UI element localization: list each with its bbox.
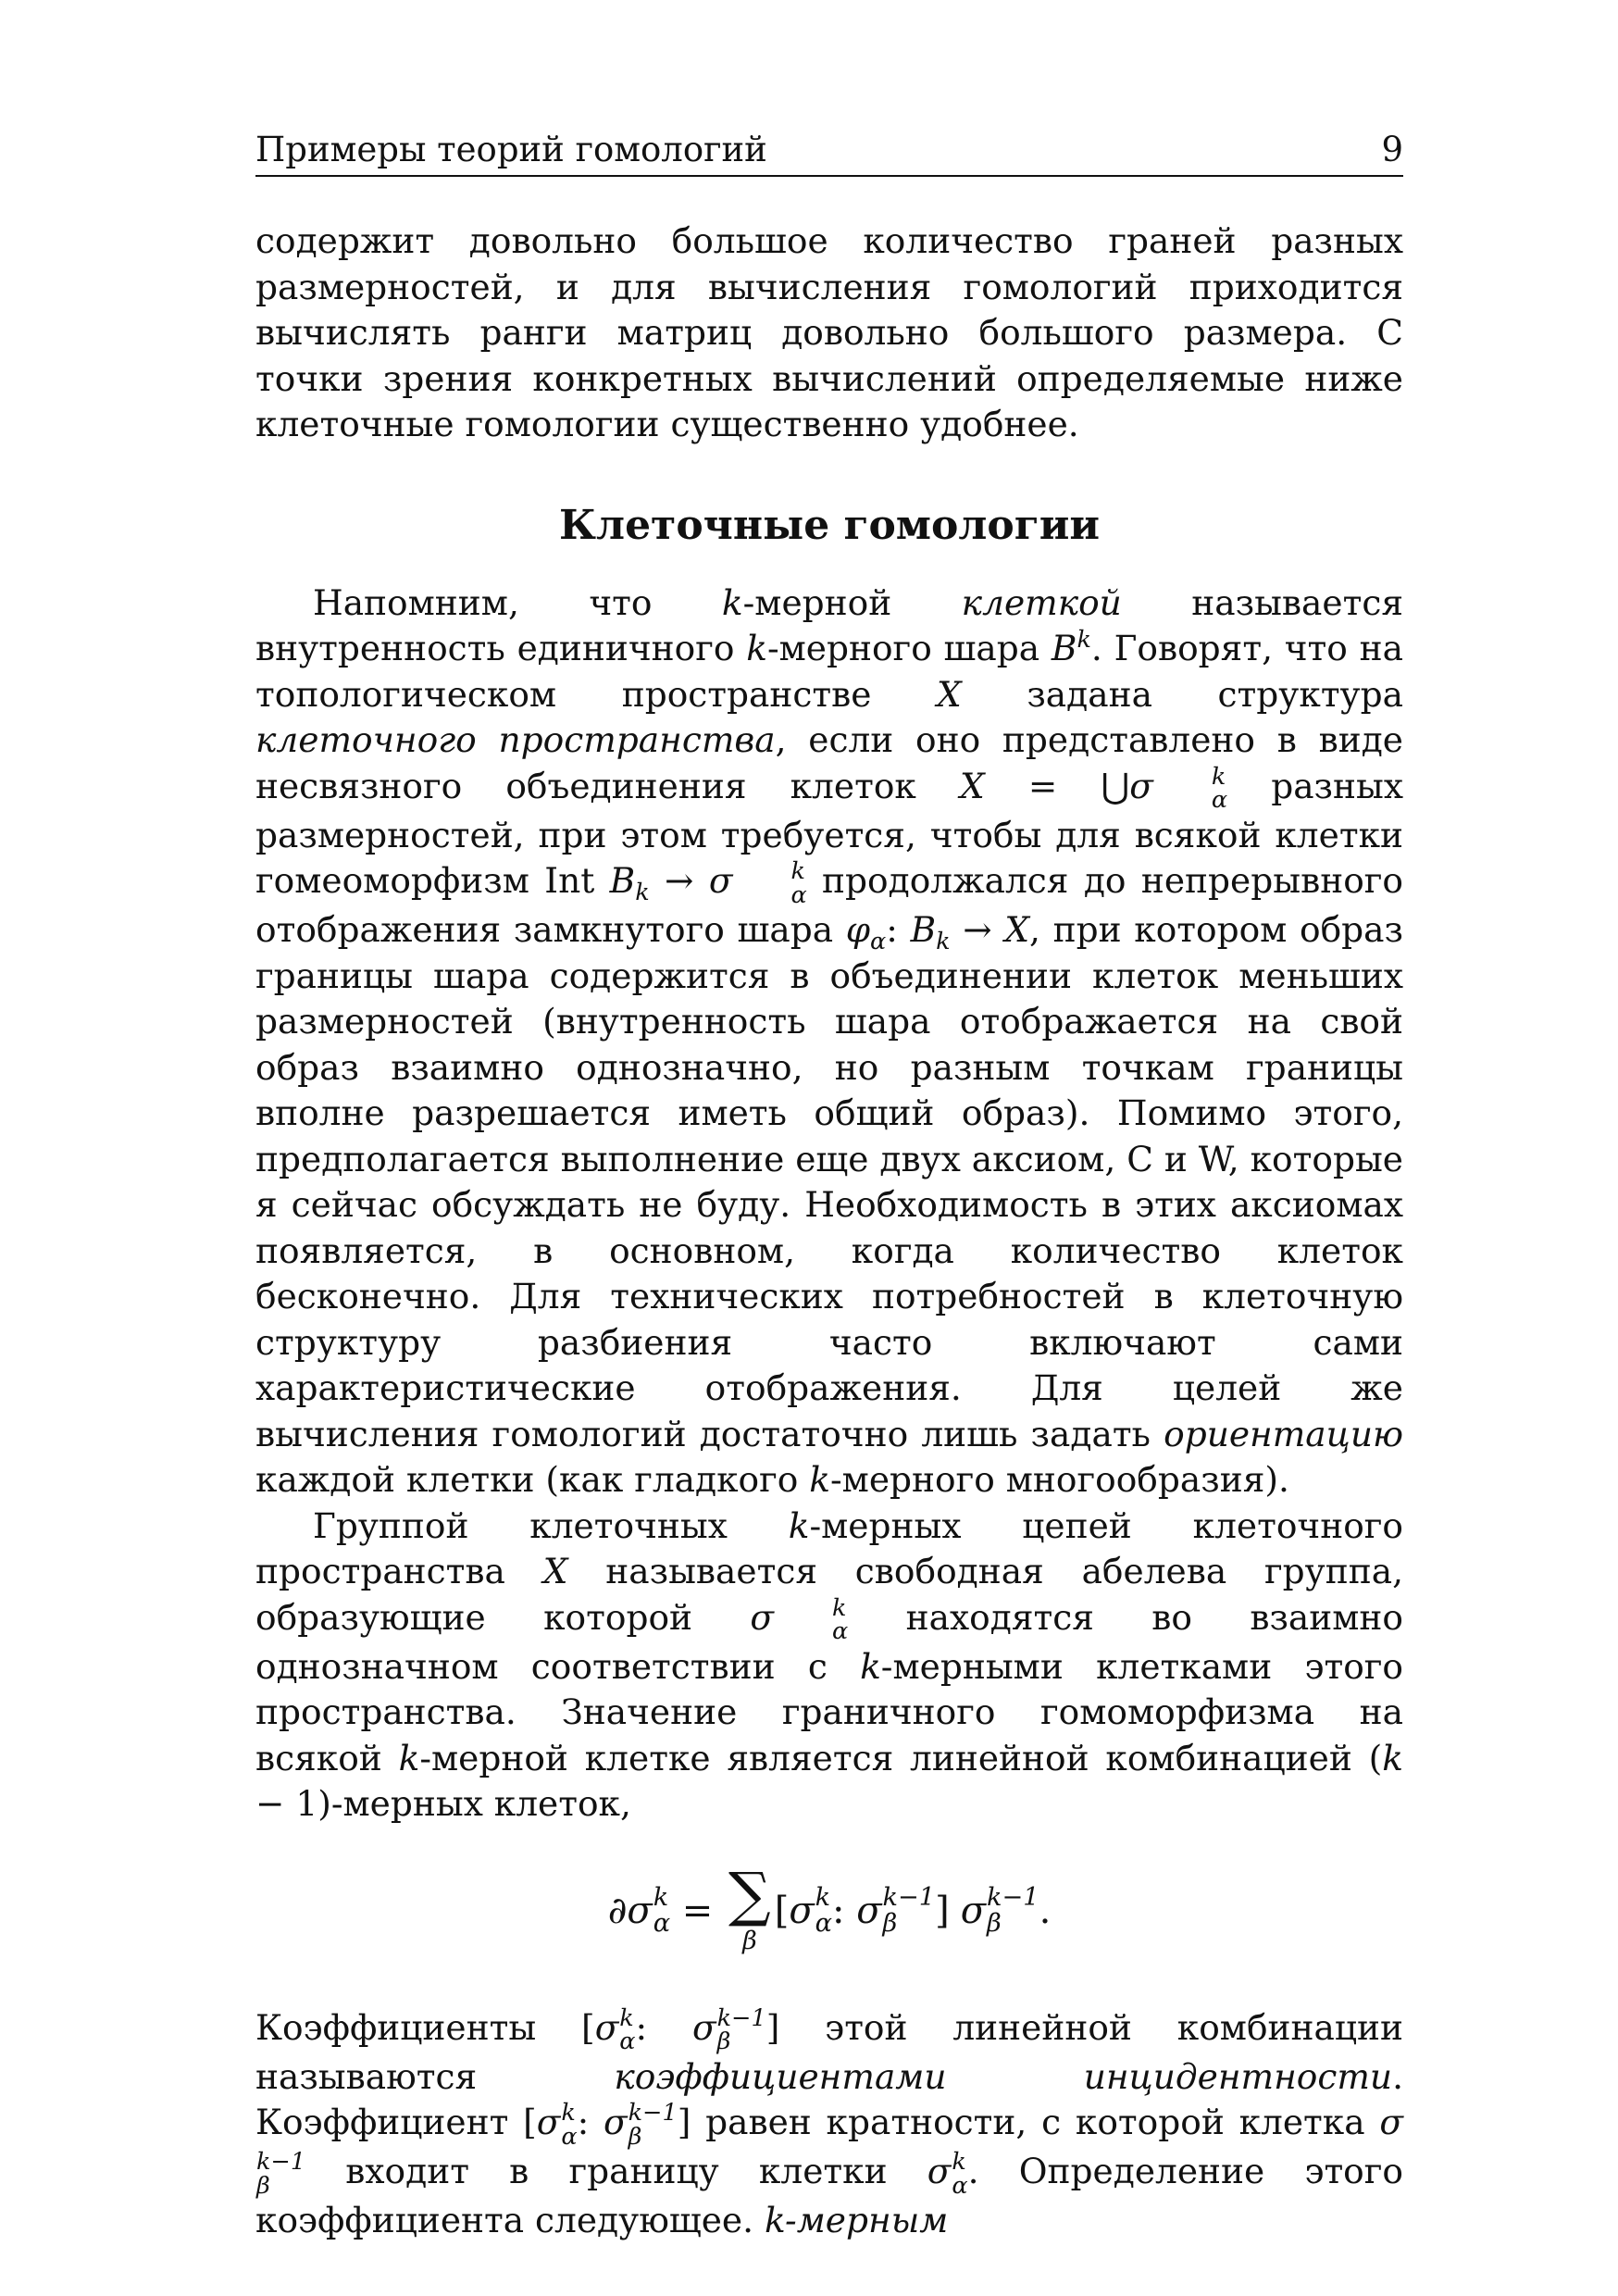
- math-sub: α: [870, 927, 887, 955]
- sum-sign: ∑: [728, 1861, 771, 1929]
- math-var: k: [764, 2200, 786, 2240]
- math-script: [775, 1593, 849, 1645]
- term-incidence-coefficients: коэффициентами инцидентности: [614, 2055, 1393, 2097]
- math-sup: k−1: [716, 2003, 766, 2032]
- math-script: [653, 1883, 671, 1938]
- running-head: [255, 130, 1403, 177]
- math-sup: k−1: [628, 2099, 678, 2127]
- page: [255, 130, 1403, 2244]
- math-script: [1154, 762, 1228, 814]
- text-run: -мерной клетке является линейной комбинацией (: [419, 1737, 1383, 1778]
- section-title: Клеточные гомологии: [559, 501, 1100, 549]
- math-sigma: σ: [708, 860, 733, 901]
- text-run: Коэффициенты: [255, 2006, 582, 2048]
- math-var: k: [860, 1645, 881, 1687]
- math-sub: β: [716, 2028, 731, 2055]
- text-run: . Коэффициент: [255, 2055, 1404, 2142]
- math-partial: ∂: [607, 1889, 628, 1932]
- bracket-open: [: [774, 1889, 790, 1932]
- math-sub: k: [936, 927, 951, 955]
- text-run: , при котором образ границы шара содержится в объединении клеток меньших размерностей (внутренность шара отображается на свой образ взаимно однозначно, но разным точкам границы вполне разрешается иметь общий образ). Помимо этого, предполагается выполнение еще двух аксиом, C и W, которые я сейчас обсуждать не буду. Необходимость в этих аксиомах появляется, в основном, когда количество клеток бесконечно. Для технических потребностей в клеточную структуру разбиения часто включают сами характеристические отображения. Для целей же вычисления гомологий достаточно лишь задать: [255, 909, 1403, 1454]
- math-sub: α: [952, 2171, 968, 2200]
- text-run: Напомним, что: [313, 581, 722, 623]
- text-run: каждой клетки (как гладкого: [255, 1459, 810, 1500]
- math-sub: α: [790, 880, 807, 909]
- math-sigma: σ: [627, 1889, 653, 1932]
- math-sup: k: [815, 1883, 831, 1913]
- math-sup: k−1: [256, 2148, 306, 2176]
- summation: [728, 1861, 771, 1955]
- math-var: X: [960, 765, 985, 806]
- math-sup: k: [790, 857, 805, 885]
- math-colon: :: [886, 909, 911, 950]
- math-sub: α: [1211, 786, 1228, 814]
- math-arrow: →: [950, 909, 1005, 950]
- math-colon: :: [577, 2102, 604, 2142]
- math-sup: k−1: [882, 1883, 936, 1913]
- text-run: этой линейной комбинации называются: [255, 2006, 1403, 2097]
- math-bigcup: ⋃: [1101, 765, 1130, 806]
- term-orientation: ориентацию: [1164, 1413, 1403, 1454]
- math-script: [815, 1883, 833, 1938]
- math-sigma: σ: [1379, 2102, 1403, 2142]
- math-sigma: σ: [536, 2102, 561, 2142]
- sum-index: β: [742, 1927, 757, 1955]
- math-script: [561, 2099, 578, 2151]
- paragraph-chain-group: [255, 1504, 1403, 1828]
- bracket-close: ]: [677, 2102, 691, 2142]
- text-run: -мерного шара: [766, 628, 1052, 668]
- text-run: задана структура: [961, 673, 1403, 715]
- bracket-open: [: [523, 2102, 537, 2142]
- math-var: k: [721, 581, 743, 623]
- math-sigma: σ: [789, 1889, 815, 1932]
- math-var: k: [1382, 1737, 1403, 1778]
- term-k-dim: -мерным: [785, 2200, 949, 2240]
- math-sub: β: [256, 2171, 270, 2200]
- math-sub: β: [987, 1908, 1002, 1938]
- term-kletka: клеткой: [961, 581, 1122, 623]
- math-script: [628, 2099, 678, 2151]
- math-sub: α: [561, 2122, 578, 2151]
- math-period: .: [1039, 1889, 1052, 1932]
- text-run: -мерных цепей клеточного пространства: [255, 1504, 1403, 1591]
- math-script: [619, 2003, 636, 2055]
- math-sub: β: [882, 1908, 898, 1938]
- math-var: k: [746, 628, 767, 668]
- math-script: [256, 2148, 306, 2200]
- math-sup: k: [1211, 762, 1226, 791]
- math-var: k: [788, 1504, 810, 1546]
- math-var: X: [542, 1551, 568, 1591]
- math-sup: k: [653, 1883, 669, 1913]
- bracket-close: ]: [935, 1889, 950, 1932]
- math-eq: =: [984, 765, 1101, 806]
- math-script: [716, 2003, 766, 2055]
- math-eq: =: [670, 1889, 726, 1932]
- math-sup: k: [1077, 625, 1091, 654]
- text-run: . Говорят, что на топологическом пространстве: [255, 628, 1403, 715]
- math-sigma: σ: [594, 2006, 619, 2048]
- text-run: . Определение этого коэффициента следующее.: [255, 2151, 1403, 2240]
- math-sigma: σ: [927, 2151, 952, 2191]
- text-run: называется внутренность единичного: [255, 581, 1403, 668]
- math-phi: φ: [845, 909, 871, 950]
- math-sup: k−1: [987, 1883, 1039, 1913]
- math-var: B: [1051, 628, 1077, 668]
- math-sigma: σ: [750, 1596, 775, 1638]
- math-sup: k: [619, 2003, 634, 2032]
- math-sub: α: [653, 1908, 671, 1938]
- math-sub: β: [628, 2122, 642, 2151]
- paragraph-cell-definition: [255, 580, 1403, 1504]
- text-run: -мерными клетками этого пространства. Значение граничного гомоморфизма на всякой: [255, 1645, 1403, 1778]
- text-run: называется свободная абелева группа, образующие которой: [255, 1551, 1403, 1638]
- math-sub: α: [815, 1908, 833, 1938]
- bracket-close: ]: [765, 2006, 780, 2048]
- math-int: Int: [544, 860, 595, 901]
- math-script: [952, 2148, 968, 2200]
- math-sub: α: [619, 2028, 636, 2055]
- text-run: − 1)-мерных клеток,: [255, 1783, 631, 1824]
- math-sup: k: [952, 2148, 966, 2176]
- math-var: B: [594, 860, 636, 901]
- text-run: равен кратности, с которой клетка: [691, 2102, 1380, 2142]
- bracket-open: [: [581, 2006, 595, 2048]
- math-script: [733, 857, 807, 909]
- math-sigma: σ: [692, 2006, 716, 2048]
- math-arrow: →: [649, 860, 709, 901]
- math-var: X: [1004, 909, 1030, 950]
- math-sigma: σ: [1129, 765, 1153, 806]
- math-var: k: [398, 1737, 420, 1778]
- math-sigma: σ: [604, 2102, 628, 2142]
- math-sup: k: [832, 1593, 847, 1622]
- text-run: разных размерностей, при этом требуется, чтобы для всякой клетки гомеоморфизм: [255, 765, 1404, 901]
- text-run: , если оно представлено в виде несвязного объединения клеток: [255, 719, 1403, 806]
- text-run: продолжался до непрерывного отображения замкнутого шара: [255, 860, 1403, 950]
- term-cell-space: клеточного пространства: [255, 719, 776, 760]
- math-var: k: [809, 1459, 831, 1500]
- text-run: находятся во взаимно однозначном соответствии с: [255, 1596, 1403, 1687]
- math-colon: :: [635, 2006, 693, 2048]
- math-sup: k: [561, 2099, 576, 2127]
- text-run: -мерного многообразия).: [830, 1459, 1289, 1500]
- page-number: 9: [1381, 130, 1403, 169]
- text-run: -мерной: [742, 581, 962, 623]
- paragraph-intro: содержит довольно большое количество граней разных размерностей, и для вычисления гомологий приходится вычислять ранги матриц довольно большого размера. С точки зрения конкретных вычислений определяемые ниже клеточные гомологии существенно удобнее.: [255, 220, 1403, 444]
- math-sigma: σ: [856, 1889, 882, 1932]
- math-var: X: [937, 673, 962, 715]
- math-script: [987, 1883, 1039, 1938]
- math-sub: k: [635, 878, 650, 906]
- boundary-formula: [255, 1855, 1403, 1966]
- paragraph-incidence: [255, 2005, 1403, 2244]
- math-sigma: σ: [960, 1889, 987, 1932]
- math-script: [882, 1883, 936, 1938]
- text-run: входит в границу клетки: [305, 2151, 927, 2191]
- math-sub: α: [832, 1617, 849, 1645]
- text-run: Группой клеточных: [313, 1504, 789, 1546]
- math-var: B: [910, 909, 937, 950]
- running-head-title: Примеры теорий гомологий: [255, 130, 767, 169]
- math-colon: :: [832, 1889, 857, 1932]
